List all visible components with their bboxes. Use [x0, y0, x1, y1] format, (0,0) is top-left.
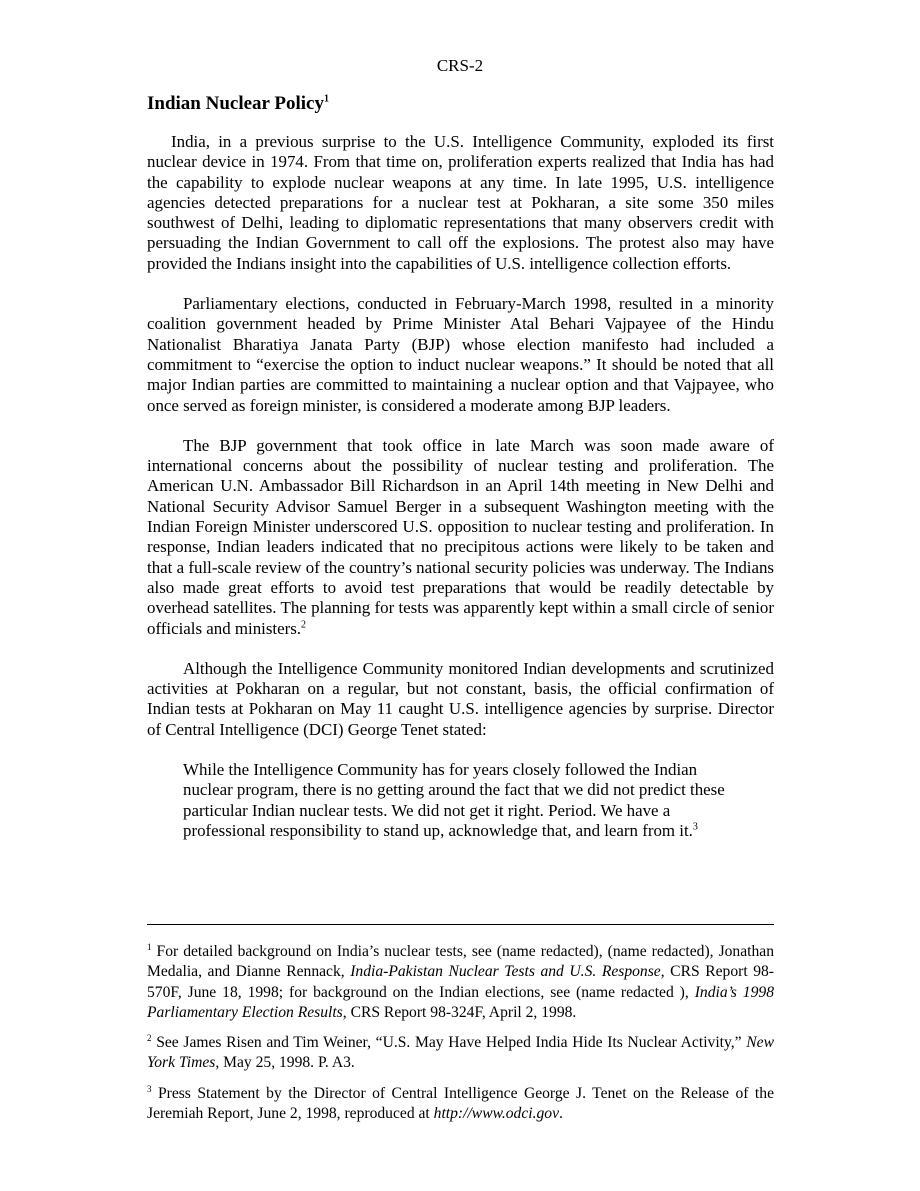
paragraph-3 [147, 436, 774, 639]
block-quote [183, 760, 739, 841]
footnote-3 [147, 1084, 774, 1125]
footnote-2 [147, 1033, 774, 1074]
quote-text: While the Intelligence Community has for years closely followed the Indian nuclear program, there is no getting around the fact that we did not predict these particular Indian nuclear tests. We did not get it right. Period. We have a professional responsibility to stand up, acknowledge that, and learn from it. [183, 760, 725, 840]
footnote-text: Press Statement by the Director of Central Intelligence George J. Tenet on the Release of the Jeremiah Report, June 2, 1998, reproduced at [147, 1084, 774, 1123]
citation-title: India’s 1998 Parliamentary Election Results [147, 983, 774, 1021]
footnote-number: 3 [147, 1083, 152, 1094]
citation-title: New York Times [147, 1034, 774, 1072]
footnote-text: See James Risen and Tim Weiner, “U.S. May Have Helped India Hide Its Nuclear Activity,” [156, 1034, 747, 1052]
section-heading [147, 92, 774, 116]
footnote-number: 1 [147, 941, 152, 952]
footnote-text: For detailed background on India’s nuclear tests, see (name redacted), (name redacted), Jonathan Medalia, and Dianne Rennack, [147, 943, 774, 981]
paragraph-1: India, in a previous surprise to the U.S. Intelligence Community, exploded its first nuclear device in 1974. From that time on, proliferation experts realized that India has had the capability to explode nuclear weapons at any time. In late 1995, U.S. intelligence agencies detected preparations for a nuclear test at Pokharan, a site some 350 miles southwest of Delhi, leading to diplomatic representations that many observers credit with persuading the Indian Government to call off the explosions. The protest also may have provided the Indians insight into the capabilities of U.S. intelligence collection efforts. [147, 132, 774, 273]
footnote-ref-2[interactable]: 2 [301, 618, 307, 630]
footnote-ref-1[interactable]: 1 [324, 93, 329, 105]
footnote-text: . [559, 1105, 563, 1123]
footnote-text: , CRS Report 98-570F, June 18, 1998; for background on the Indian elections, see (name redacted ), [147, 963, 774, 1001]
footnote-divider [147, 924, 774, 925]
url-link[interactable]: http://www.odci.gov [433, 1105, 559, 1123]
paragraph-4: Although the Intelligence Community monitored Indian developments and scrutinized activities at Pokharan on a regular, but not constant, basis, the official confirmation of Indian tests at Pokharan on May 11 caught U.S. intelligence agencies by surprise. Director of Central Intelligence (DCI) George Tenet stated: [147, 658, 774, 739]
paragraph-2: Parliamentary elections, conducted in February-March 1998, resulted in a minority coalition government headed by Prime Minister Atal Behari Vajpayee of the Hindu Nationalist Bharatiya Janata Party (BJP) whose election manifesto had included a commitment to “exercise the option to induct nuclear weapons.” It should be noted that all major Indian parties are committed to maintaining a nuclear option and that Vajpayee, who once served as foreign minister, is considered a moderate among BJP leaders. [147, 294, 774, 415]
citation-title: India-Pakistan Nuclear Tests and U.S. Response [350, 963, 661, 981]
footnote-text: , May 25, 1998. P. A3. [215, 1054, 355, 1072]
footnote-text: , CRS Report 98-324F, April 2, 1998. [342, 1003, 577, 1021]
page-number: CRS-2 [436, 56, 484, 75]
section-title: Indian Nuclear Policy [147, 93, 324, 114]
footnote-ref-3[interactable]: 3 [692, 821, 698, 833]
footnote-number: 2 [147, 1033, 152, 1043]
footnotes [147, 942, 774, 1134]
footnote-1 [147, 942, 774, 1023]
document-body [147, 92, 774, 841]
paragraph-3-text: The BJP government that took office in late March was soon made aware of international concerns about the possibility of nuclear testing and proliferation. The American U.N. Ambassador Bill Richardson in an April 14th meeting in New Delhi and National Security Advisor Samuel Berger in a subsequent Washington meeting with the Indian Foreign Minister underscored U.S. opposition to nuclear testing and proliferation. In response, Indian leaders indicated that no precipitous actions were likely to be taken and that a full-scale review of the country’s national security policies was underway. The Indians also made great efforts to avoid test preparations that would be readily detectable by overhead satellites. The planning for tests was apparently kept within a small circle of senior officials and ministers. [147, 435, 774, 638]
